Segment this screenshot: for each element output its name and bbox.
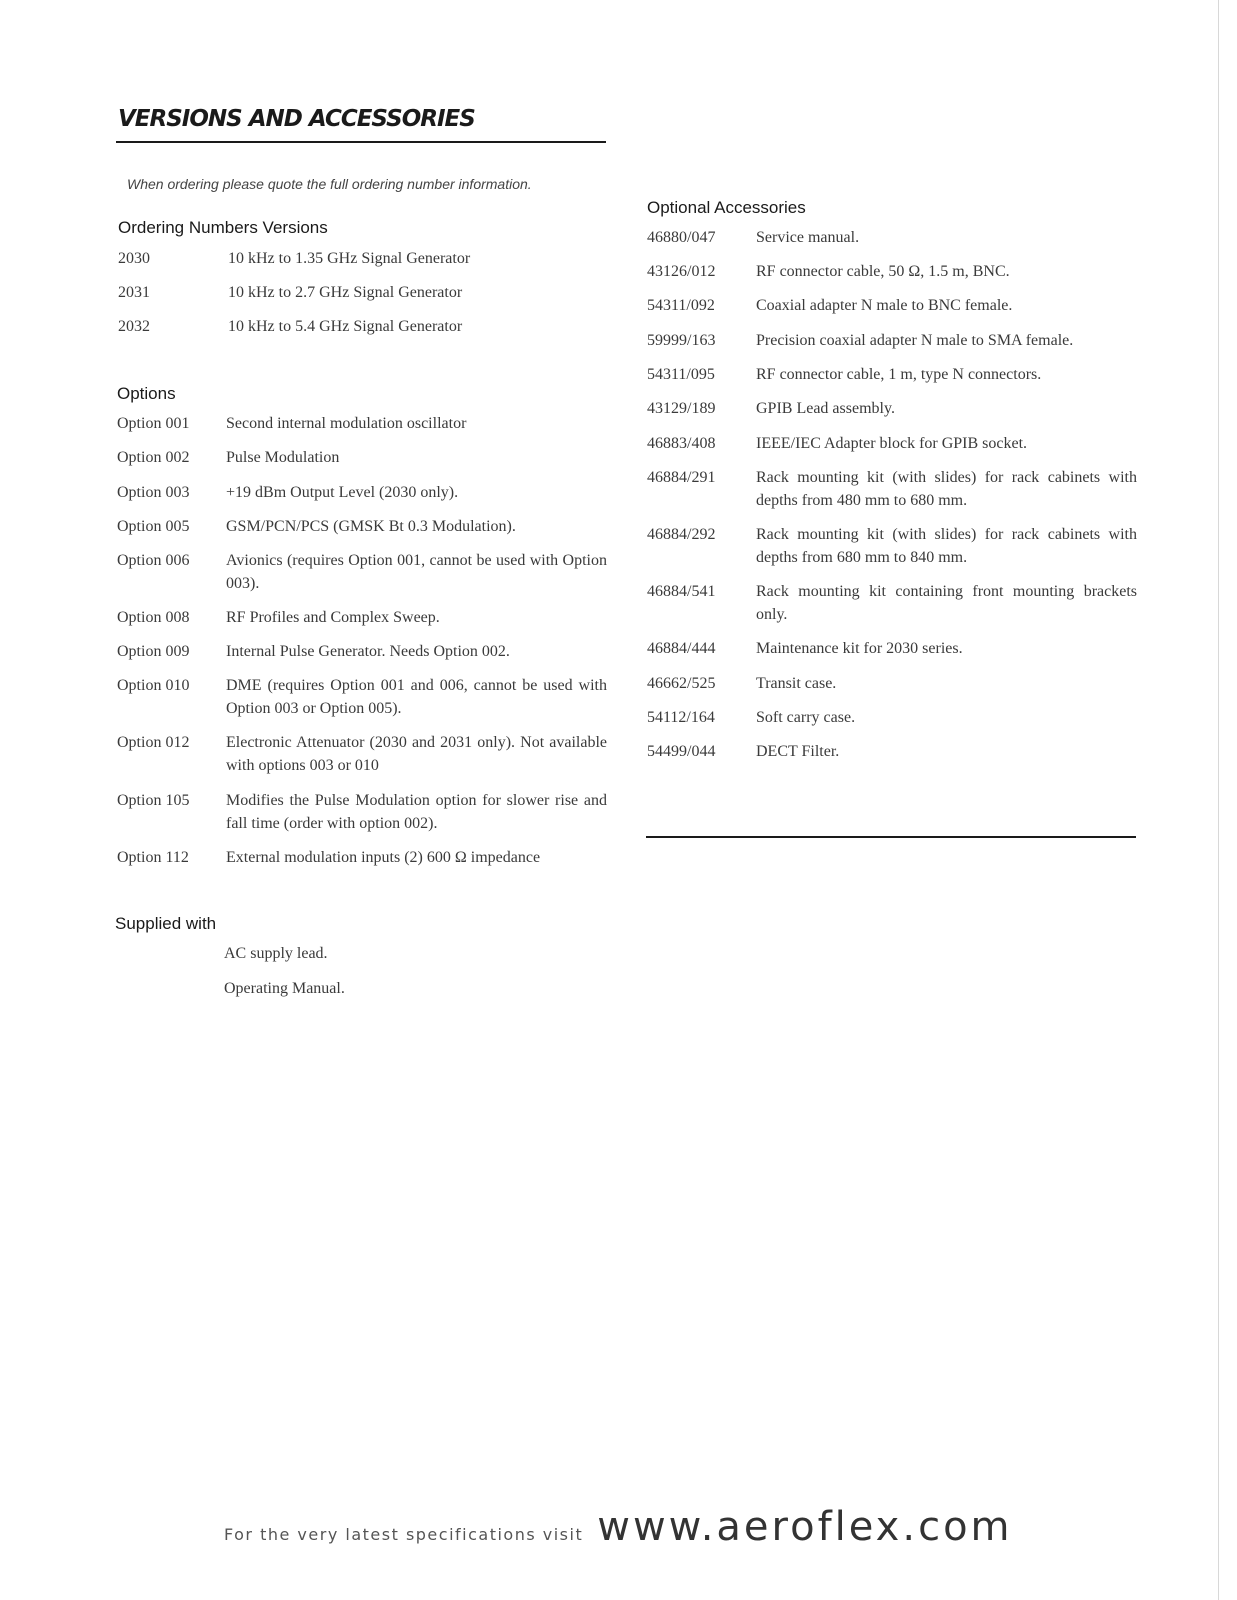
accessory-desc: Service manual. xyxy=(756,229,860,246)
accessory-code: 46662/525 xyxy=(647,675,716,692)
heading-rule xyxy=(116,141,606,143)
option-code: Option 005 xyxy=(117,518,190,535)
ordering-note: When ordering please quote the full ordering number information. xyxy=(127,176,532,192)
page-edge xyxy=(1218,0,1219,1600)
accessory-desc: Rack mounting kit (with slides) for rack cabinets with depths from 680 mm to 840 mm. xyxy=(756,526,1137,566)
supplied-title: Supplied with xyxy=(115,914,217,933)
options-title: Options xyxy=(117,384,176,403)
accessory-code: 46884/291 xyxy=(647,469,716,486)
option-desc: RF Profiles and Complex Sweep. xyxy=(226,609,440,626)
accessory-code: 54311/095 xyxy=(647,366,715,383)
version-code: 2032 xyxy=(118,318,150,335)
accessory-desc: Transit case. xyxy=(756,675,837,692)
accessory-code: 54499/044 xyxy=(647,743,716,760)
option-desc: Electronic Attenuator (2030 and 2031 only). Not available with options 003 or 010 xyxy=(226,734,607,774)
option-desc: Pulse Modulation xyxy=(226,449,340,466)
page-heading: VERSIONS AND ACCESSORIES xyxy=(118,106,475,132)
accessory-code: 46883/408 xyxy=(647,435,716,452)
accessory-desc: Rack mounting kit (with slides) for rack cabinets with depths from 480 mm to 680 mm. xyxy=(756,469,1137,509)
option-code: Option 112 xyxy=(117,849,189,866)
accessory-code: 46884/292 xyxy=(647,526,716,543)
accessories-rule xyxy=(646,836,1136,838)
supplied-item: AC supply lead. xyxy=(224,945,328,962)
option-code: Option 105 xyxy=(117,792,190,809)
accessory-code: 43126/012 xyxy=(647,263,716,280)
option-code: Option 010 xyxy=(117,677,190,694)
option-code: Option 012 xyxy=(117,734,190,751)
accessory-code: 59999/163 xyxy=(647,332,716,349)
option-code: Option 009 xyxy=(117,643,190,660)
option-desc: GSM/PCN/PCS (GMSK Bt 0.3 Modulation). xyxy=(226,518,516,535)
option-desc: External modulation inputs (2) 600 Ω impedance xyxy=(226,849,541,866)
option-desc: Avionics (requires Option 001, cannot be used with Option 003). xyxy=(226,552,607,592)
accessory-desc: GPIB Lead assembly. xyxy=(756,400,895,417)
version-code: 2031 xyxy=(118,284,150,301)
accessory-code: 54112/164 xyxy=(647,709,715,726)
option-code: Option 008 xyxy=(117,609,190,626)
option-desc: +19 dBm Output Level (2030 only). xyxy=(226,484,459,501)
accessory-code: 43129/189 xyxy=(647,400,716,417)
option-desc: Second internal modulation oscillator xyxy=(226,415,467,432)
accessory-desc: Precision coaxial adapter N male to SMA female. xyxy=(756,332,1074,349)
accessory-desc: DECT Filter. xyxy=(756,743,840,760)
accessory-desc: IEEE/IEC Adapter block for GPIB socket. xyxy=(756,435,1028,452)
supplied-item: Operating Manual. xyxy=(224,980,345,997)
option-desc: Modifies the Pulse Modulation option for slower rise and fall time (order with option 002). xyxy=(226,792,607,832)
accessory-desc: RF connector cable, 50 Ω, 1.5 m, BNC. xyxy=(756,263,1010,280)
accessory-code: 46880/047 xyxy=(647,229,716,246)
version-code: 2030 xyxy=(118,250,150,267)
accessory-desc: Soft carry case. xyxy=(756,709,856,726)
version-desc: 10 kHz to 5.4 GHz Signal Generator xyxy=(228,318,463,335)
option-code: Option 006 xyxy=(117,552,190,569)
option-code: Option 001 xyxy=(117,415,190,432)
accessory-desc: RF connector cable, 1 m, type N connectors. xyxy=(756,366,1042,383)
accessory-code: 54311/092 xyxy=(647,297,715,314)
option-code: Option 003 xyxy=(117,484,190,501)
accessory-code: 46884/541 xyxy=(647,583,716,600)
footer xyxy=(224,1490,1013,1550)
accessory-desc: Maintenance kit for 2030 series. xyxy=(756,640,963,657)
option-desc: Internal Pulse Generator. Needs Option 002. xyxy=(226,643,510,660)
versions-title: Ordering Numbers Versions xyxy=(118,218,328,237)
version-desc: 10 kHz to 2.7 GHz Signal Generator xyxy=(228,284,463,301)
footer-url-link[interactable]: www.aeroflex.com xyxy=(597,1504,1013,1550)
accessories-title: Optional Accessories xyxy=(647,198,806,217)
accessory-code: 46884/444 xyxy=(647,640,716,657)
footer-text: For the very latest specifications visit xyxy=(224,1525,584,1544)
option-code: Option 002 xyxy=(117,449,190,466)
accessory-desc: Coaxial adapter N male to BNC female. xyxy=(756,297,1013,314)
option-desc: DME (requires Option 001 and 006, cannot be used with Option 003 or Option 005). xyxy=(226,677,607,717)
version-desc: 10 kHz to 1.35 GHz Signal Generator xyxy=(228,250,471,267)
accessory-desc: Rack mounting kit containing front mounting brackets only. xyxy=(756,583,1137,623)
